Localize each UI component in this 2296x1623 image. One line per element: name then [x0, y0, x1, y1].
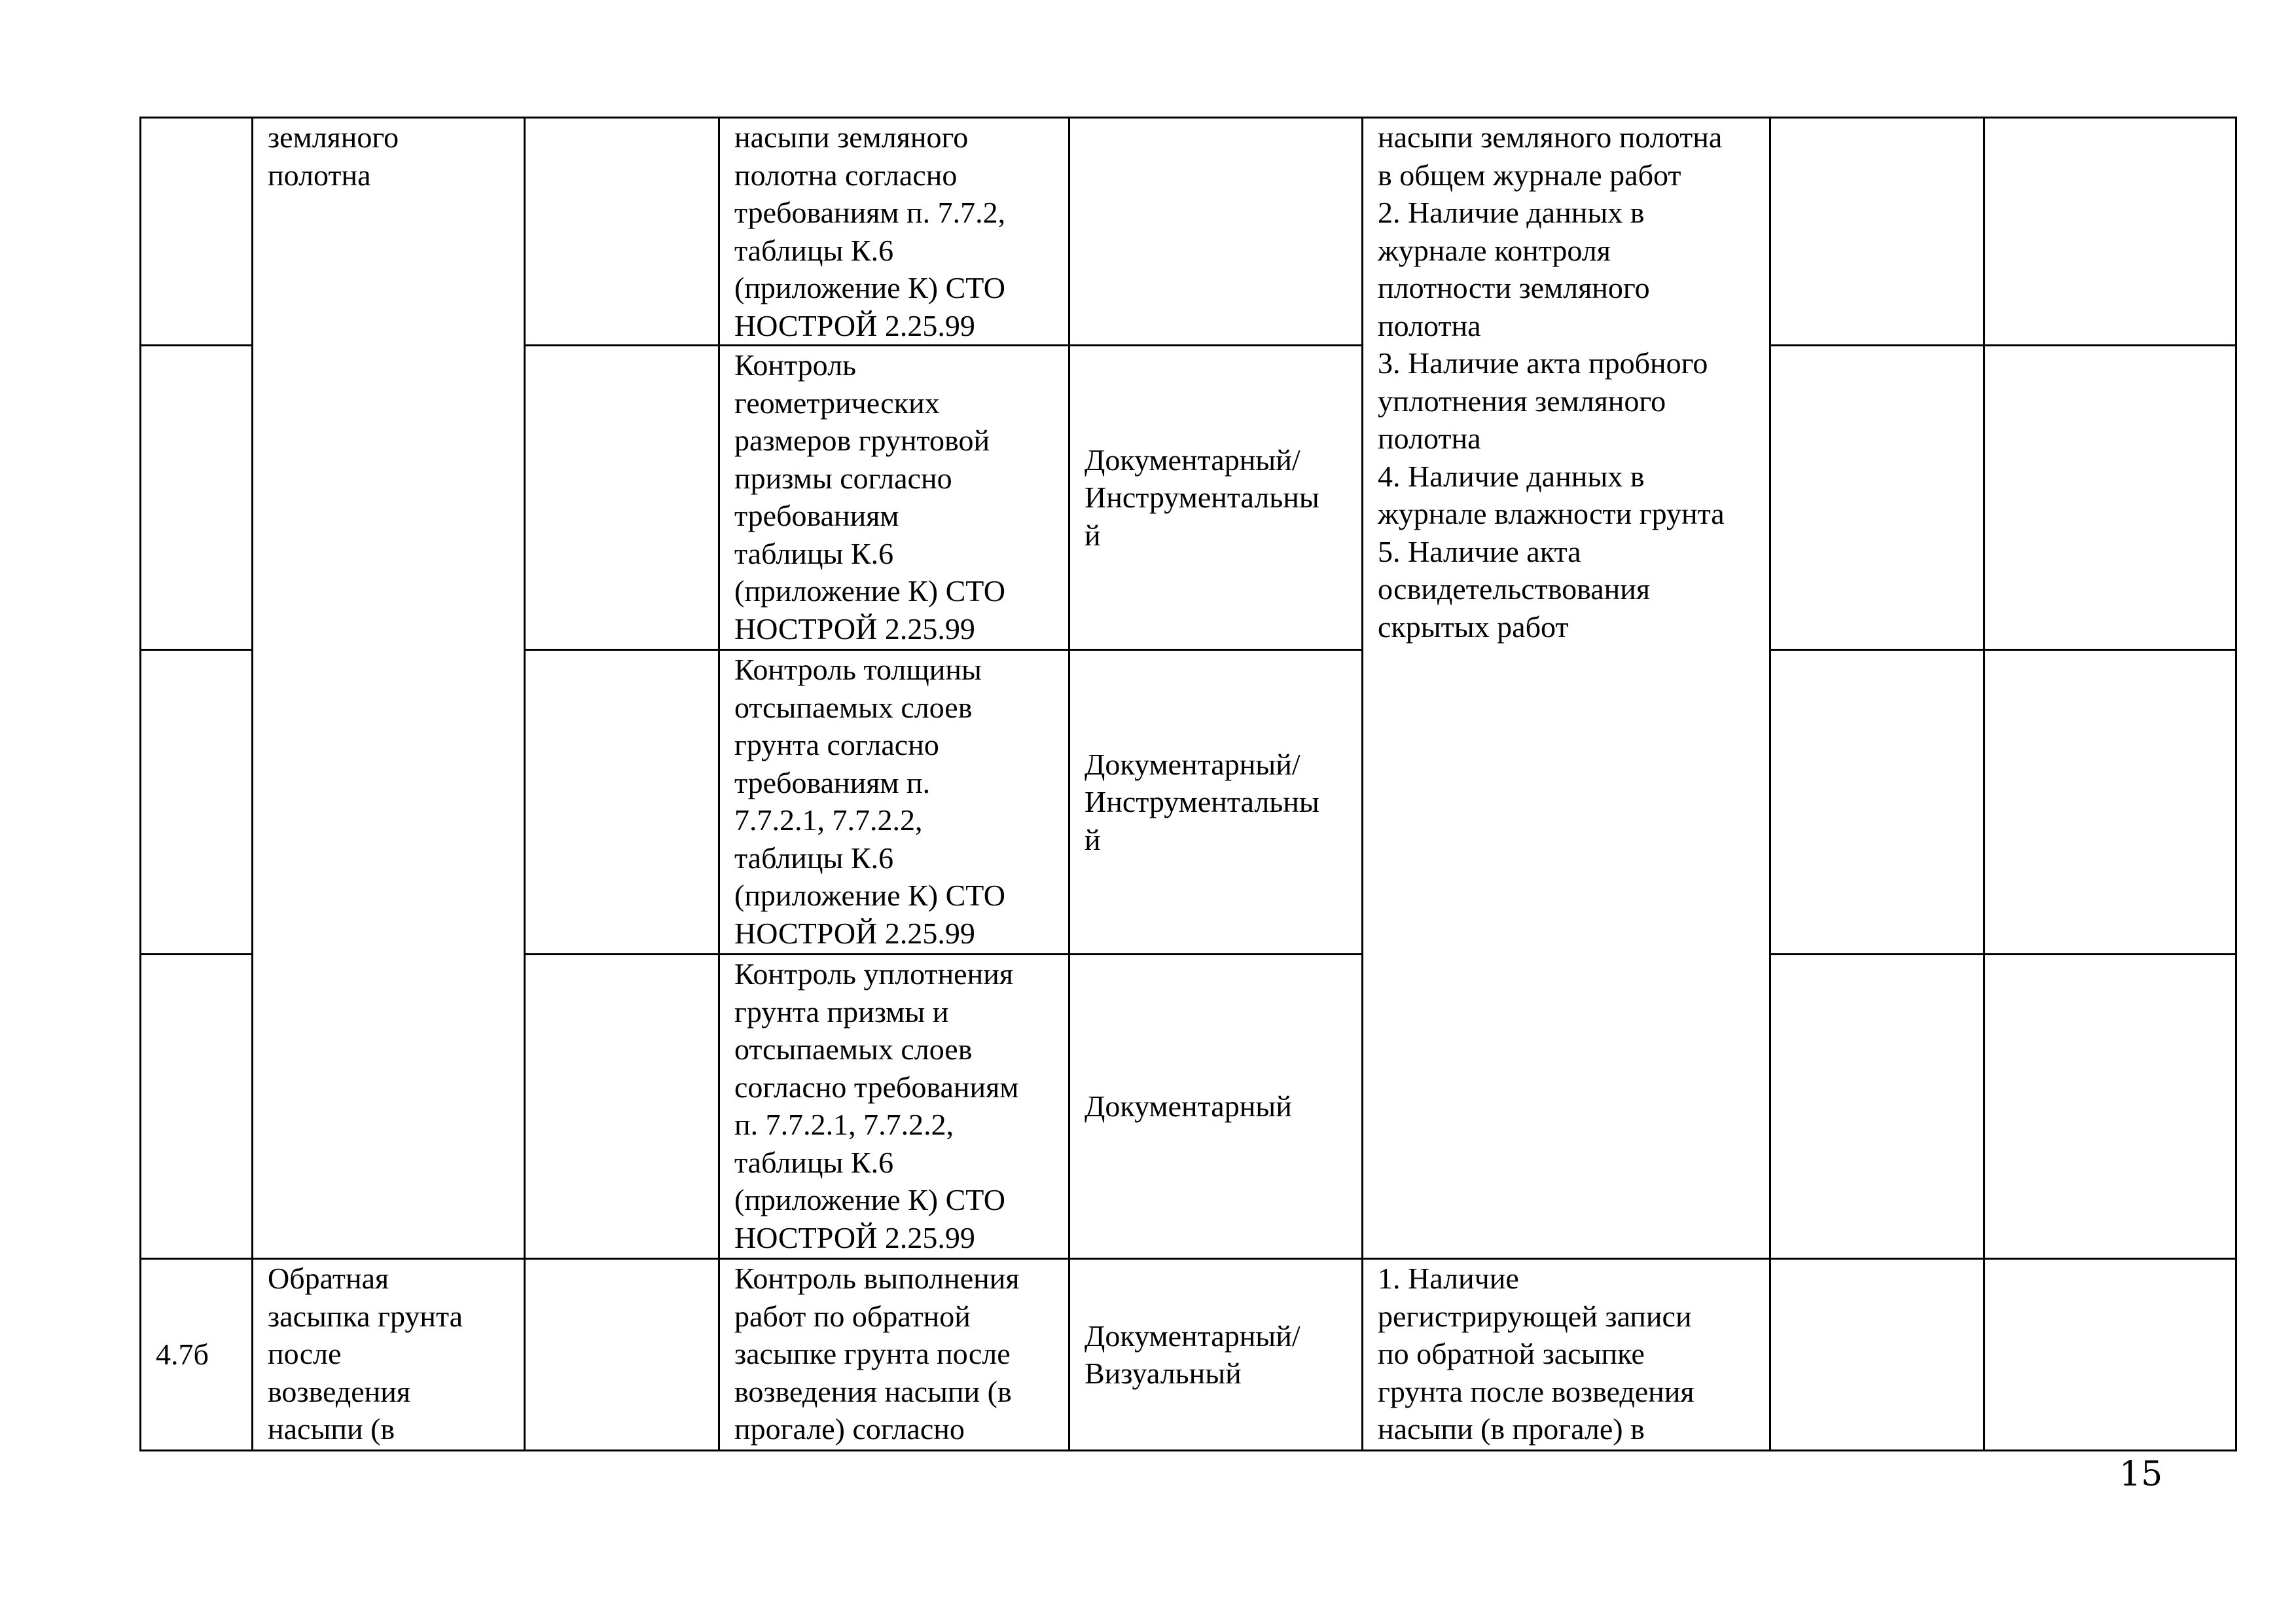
inspection-table: [139, 117, 2237, 1451]
cell-empty: [1984, 346, 2236, 650]
cell-empty: [525, 955, 719, 1259]
cell-empty: [1770, 1259, 1984, 1451]
cell-work-name: [253, 118, 525, 1259]
work-name-text: Обратная засыпка грунта после возведения насыпи (в: [268, 1262, 463, 1446]
requirement-text: Контроль геометрических размеров грунтовой призмы согласно требованиям таблицы К.6 (приложение К) СТО НОСТРОЙ 2.25.99: [734, 348, 1005, 646]
method-text: Документарный/ Визуальный: [1085, 1319, 1300, 1390]
cell-requirement: [719, 1259, 1069, 1451]
cell-evidence: [1363, 118, 1770, 1259]
cell-method: [1069, 955, 1363, 1259]
cell-empty: [525, 346, 719, 650]
requirement-text: насыпи земляного полотна согласно требованиям п. 7.7.2, таблицы К.6 (приложение К) СТО НОСТРОЙ 2.25.99: [734, 120, 1006, 342]
cell-number: [141, 346, 253, 650]
cell-number: [141, 955, 253, 1259]
cell-empty: [1770, 955, 1984, 1259]
cell-number: [141, 118, 253, 346]
page-number: 15: [2119, 1455, 2163, 1494]
cell-requirement: [719, 955, 1069, 1259]
row-number-text: 4.7б: [156, 1338, 209, 1372]
cell-empty: [1984, 1259, 2236, 1451]
cell-requirement: [719, 118, 1069, 346]
method-text: Документарный: [1085, 1089, 1292, 1123]
cell-method: [1069, 118, 1363, 346]
cell-number: [141, 1259, 253, 1451]
method-text: Документарный/ Инструментальны й: [1085, 747, 1319, 856]
table-row: [141, 118, 2236, 346]
work-name-text: земляного полотна: [268, 120, 399, 192]
requirement-text: Контроль толщины отсыпаемых слоев грунта согласно требованиям п. 7.7.2.1, 7.7.2.2, таблицы К.6 (приложение К) СТО НОСТРОЙ 2.25.99: [734, 653, 1005, 950]
cell-method: [1069, 1259, 1363, 1451]
cell-requirement: [719, 346, 1069, 650]
cell-empty: [1770, 118, 1984, 346]
cell-work-name: [253, 1259, 525, 1451]
evidence-text: 1. Наличие регистрирующей записи по обратной засыпке грунта после возведения насыпи (в прогале) в: [1378, 1262, 1695, 1446]
cell-method: [1069, 650, 1363, 955]
requirement-text: Контроль уплотнения грунта призмы и отсыпаемых слоев согласно требованиям п. 7.7.2.1, 7.7.2.2, таблицы К.6 (приложение К) СТО НОСТРОЙ 2.25.99: [734, 957, 1019, 1254]
cell-empty: [525, 118, 719, 346]
method-text: Документарный/ Инструментальны й: [1085, 443, 1319, 552]
evidence-text: насыпи земляного полотна в общем журнале работ 2. Наличие данных в журнале контроля плотности земляного полотна 3. Наличие акта пробного уплотнения земляного полотна 4. Наличие данных в журнале влажности грунта 5. Наличие акта освидетельствования скрытых работ: [1378, 120, 1725, 644]
requirement-text: Контроль выполнения работ по обратной засыпке грунта после возведения насыпи (в прогале) согласно: [734, 1262, 1020, 1446]
table-row: [141, 1259, 2236, 1451]
cell-empty: [1770, 346, 1984, 650]
cell-empty: [1984, 650, 2236, 955]
cell-empty: [1984, 955, 2236, 1259]
cell-empty: [1984, 118, 2236, 346]
cell-requirement: [719, 650, 1069, 955]
cell-empty: [525, 650, 719, 955]
cell-method: [1069, 346, 1363, 650]
cell-evidence: [1363, 1259, 1770, 1451]
cell-number: [141, 650, 253, 955]
cell-empty: [525, 1259, 719, 1451]
cell-empty: [1770, 650, 1984, 955]
